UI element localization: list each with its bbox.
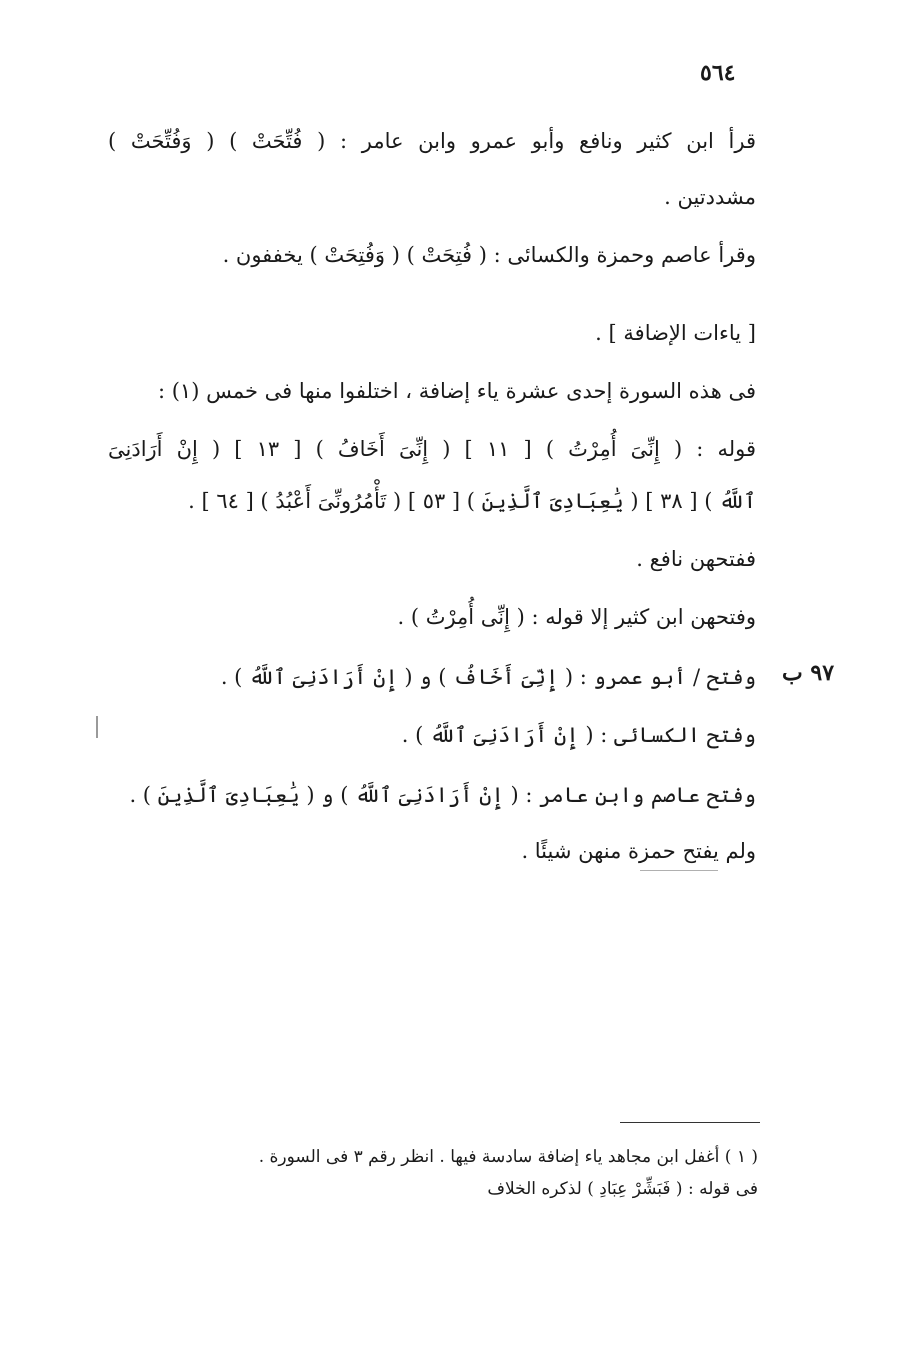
paragraph-8: وفتح الكسائى : ( إِنْ أَرَادَنِىَ ٱللَّهُ ) . [401, 723, 756, 747]
paragraph-9: وفتح عاصم وابن عامر : ( إِنْ أَرَادَنِىَ ٱللَّهُ ) و ( يَٰعِبَادِىَ ٱلَّذِينَ ) . [129, 783, 756, 807]
paragraph-10: ولم يفتح حمزة منهن شيئًا . [521, 839, 756, 863]
paragraph-5: ففتحهن نافع . [636, 547, 756, 571]
footnote-divider [620, 1122, 760, 1123]
paragraph-1-line-1: قرأ ابن كثير ونافع وأبو عمرو وابن عامر : ( فُتِّحَتْ ) ( وَفُتِّحَتْ ) [108, 129, 756, 153]
paragraph-7: وفتح / أبو عمرو : ( إِنِّىَ أَخَافُ ) و ( إِنْ أَرَادَنِىَ ٱللَّهُ ) . [220, 665, 756, 689]
paragraph-4-line-1: قوله : ( إِنِّىَ أُمِرْتُ ) [ ١١ ] ( إِنِّىَ أَخَافُ ) [ ١٣ ] ( إِنْ أَرَادَنِىَ [108, 437, 756, 461]
paragraph-4-line-2: ٱللَّهُ ) [ ٣٨ ] ( يَٰعِبَادِىَ ٱلَّذِينَ ) [ ٥٣ ] ( تَأْمُرُونِّىَ أَعْبُدُ ) [ ٦٤ ] . [188, 489, 756, 513]
stray-stroke [640, 870, 718, 871]
page-number: ٥٦٤ [700, 60, 736, 86]
paragraph-2: وقرأ عاصم وحمزة والكسائى : ( فُتِحَتْ ) ( وَفُتِحَتْ ) يخففون . [222, 243, 756, 267]
footnote-line-1: ( ١ ) أغفل ابن مجاهد ياء إضافة سادسة فيها . انظر رقم ٣ فى السورة . [258, 1147, 758, 1167]
manuscript-folio-note: ٩٧ ب [782, 660, 835, 686]
paragraph-6: وفتحهن ابن كثير إلا قوله : ( إِنِّى أُمِرْتُ ) . [397, 605, 756, 629]
footnote-line-2: فى قوله : ( فَبَشِّرْ عِبَادِ ) لذكره الخلاف [487, 1179, 758, 1199]
paragraph-3: فى هذه السورة إحدى عشرة ياء إضافة ، اختلفوا منها فى خمس (١) : [157, 379, 756, 403]
paragraph-1-line-2: مشددتين . [664, 185, 756, 209]
scan-mark [96, 716, 98, 738]
section-heading: [ ياءات الإضافة ] . [595, 321, 756, 345]
